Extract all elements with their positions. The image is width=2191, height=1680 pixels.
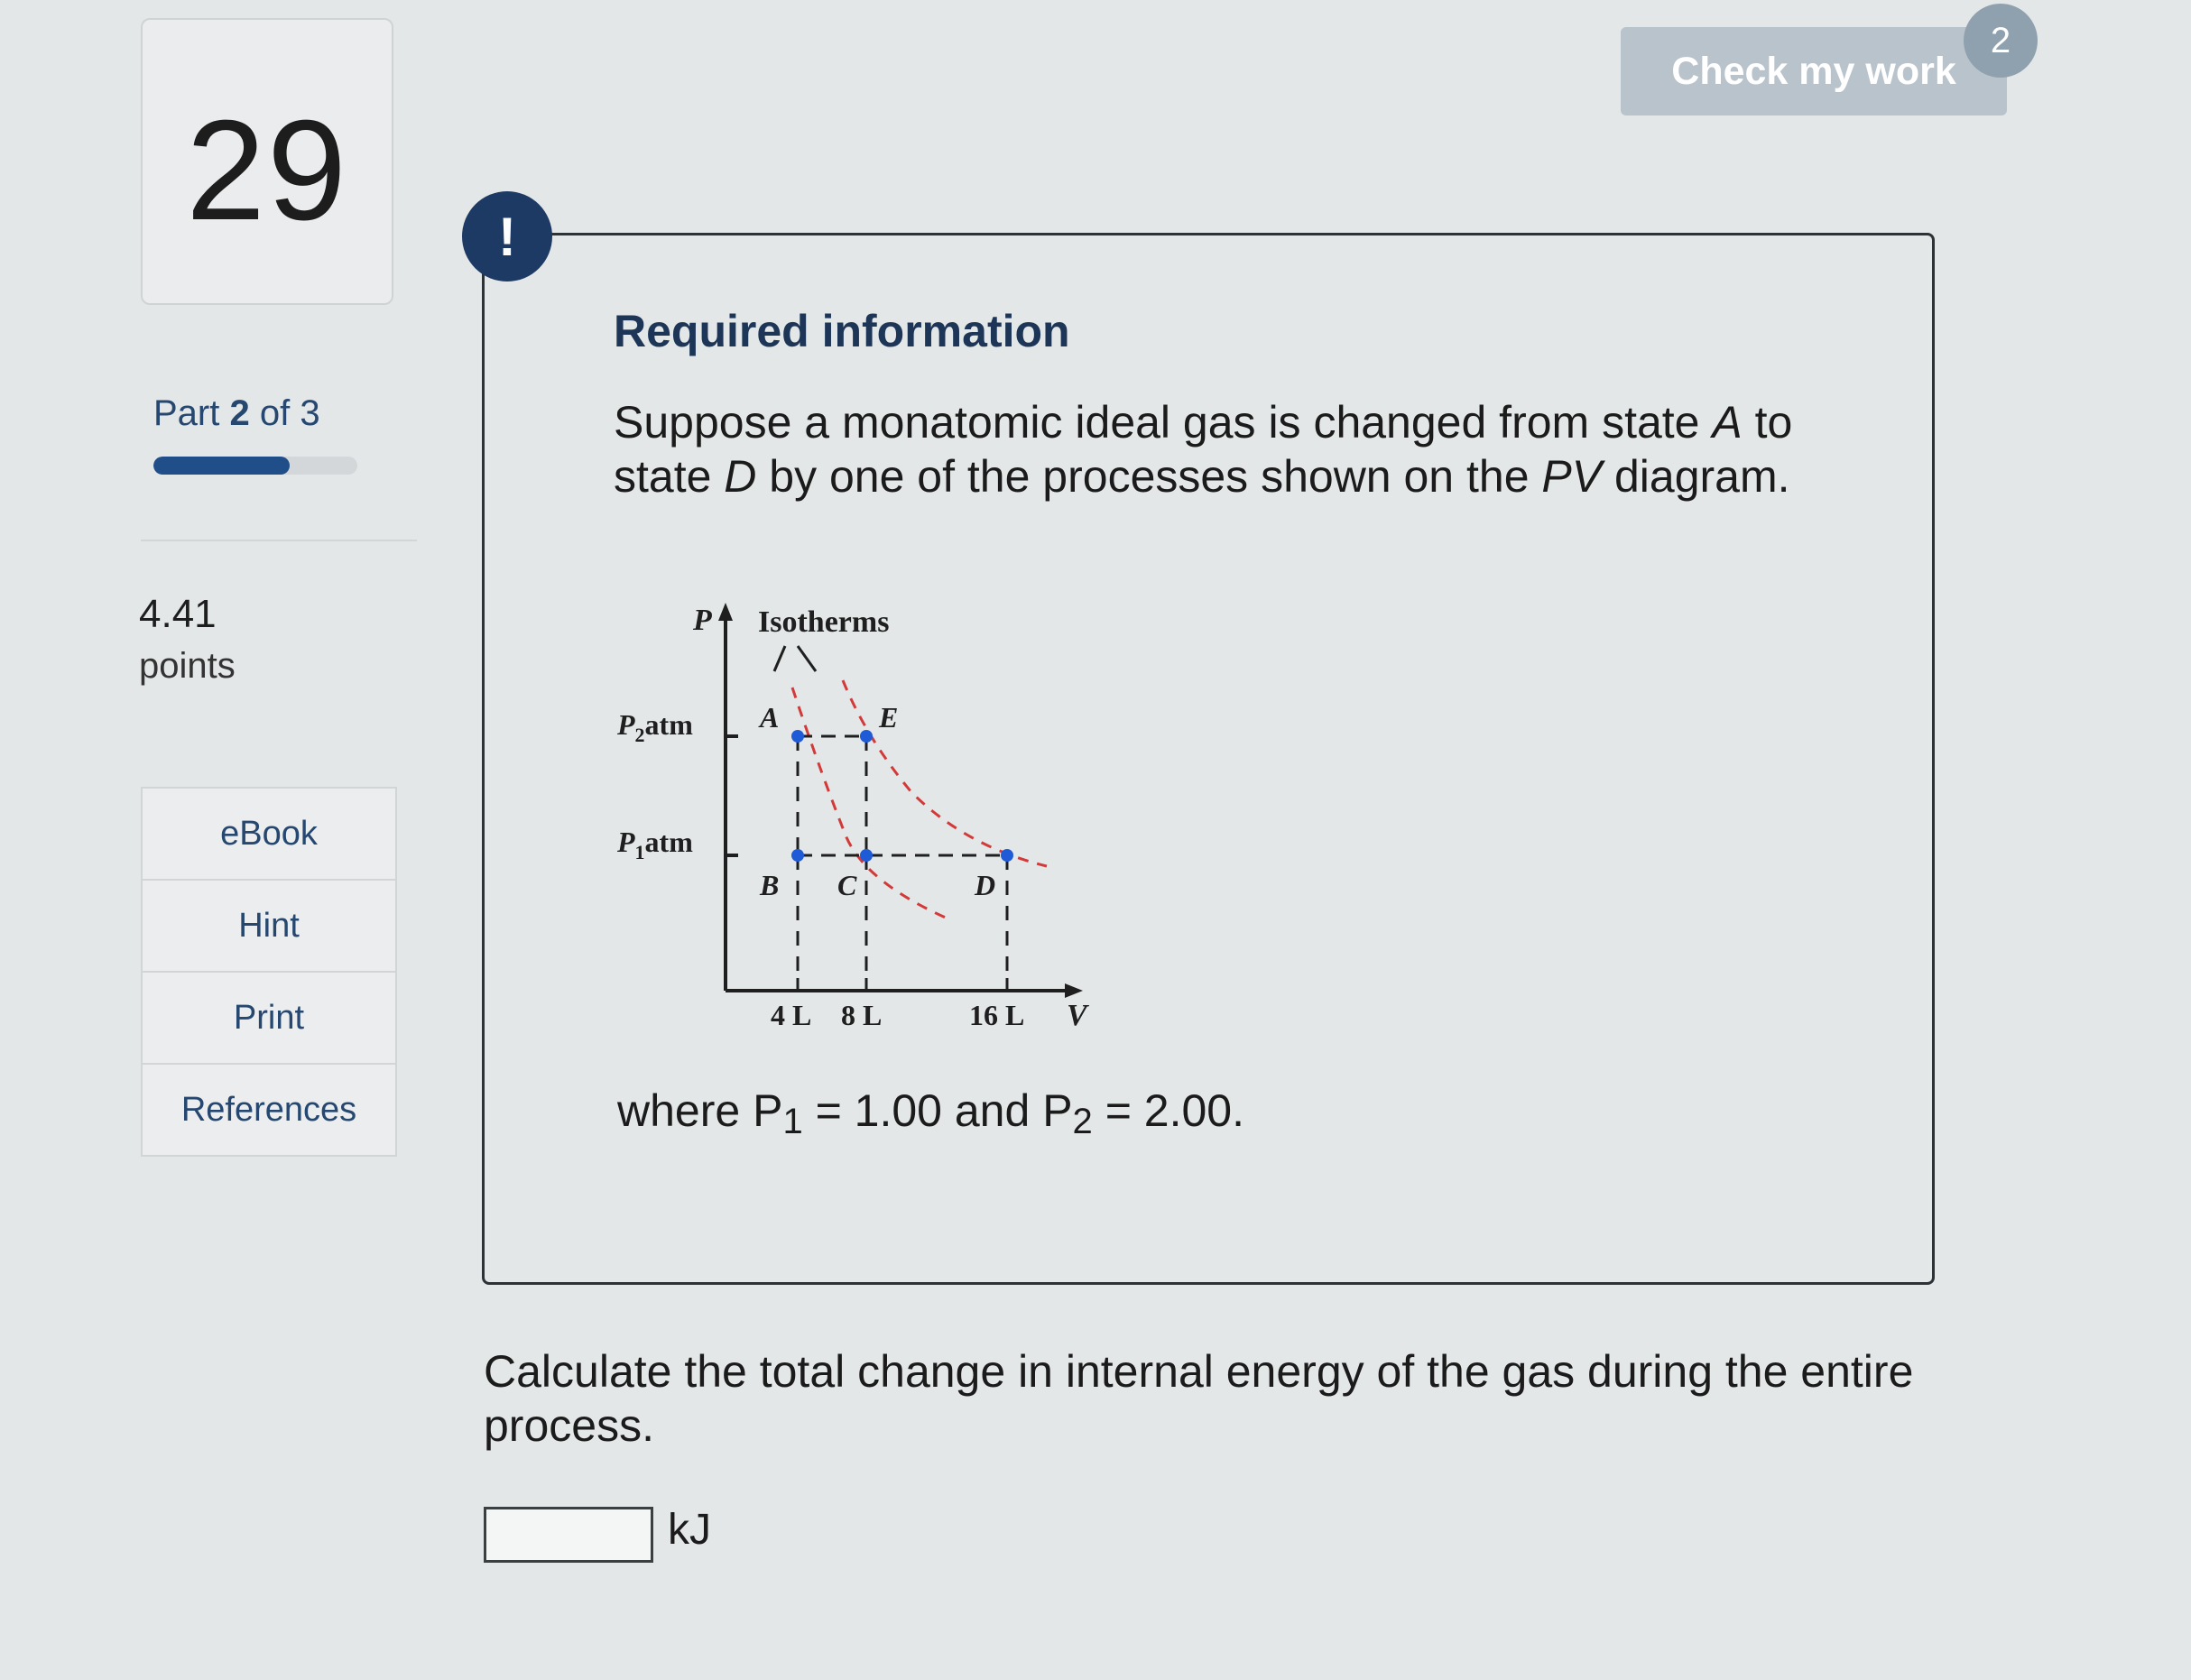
v-tick-label-8l: 8 L (841, 999, 883, 1031)
left-divider (141, 540, 417, 541)
req-text-1: Suppose a monatomic ideal gas is changed from state (614, 397, 1713, 448)
v-tick-label-16l: 16 L (969, 999, 1025, 1031)
p-axis-arrow (718, 603, 733, 621)
point-e (860, 730, 873, 743)
isotherm-pointer-right (798, 646, 816, 671)
point-a-label: A (760, 701, 780, 734)
required-info-text (614, 395, 1805, 503)
point-b (791, 849, 804, 862)
answer-input[interactable] (484, 1507, 653, 1563)
point-c (860, 849, 873, 862)
pv-diagram (605, 594, 1110, 1045)
p1-subscript: 1 (782, 1102, 803, 1141)
isotherm-high (843, 680, 1047, 866)
v-axis-label: V (1067, 999, 1087, 1032)
p1-label: $P_1atm$ (617, 826, 693, 863)
check-my-work-button[interactable]: Check my work (1621, 27, 2007, 115)
answer-unit: kJ (668, 1506, 711, 1554)
part-indicator (153, 393, 320, 434)
p-axis-label: P (693, 604, 712, 637)
req-text-4: diagram. (1602, 451, 1790, 502)
points-value: 4.41 (139, 592, 217, 636)
point-d (1001, 849, 1013, 862)
alert-icon: ! (462, 191, 552, 282)
question-number: 29 (186, 91, 348, 250)
part-prefix: Part (153, 393, 220, 433)
where-suffix: = 2.00. (1092, 1085, 1244, 1136)
tool-buttons (141, 787, 397, 1157)
req-text-3: by one of the processes shown on the (756, 451, 1542, 502)
ebook-button[interactable]: eBook (143, 789, 395, 881)
point-c-label: C (837, 869, 857, 901)
where-mid: = 1.00 and P (802, 1085, 1073, 1136)
v-tick-label-4l: 4 L (771, 999, 812, 1031)
check-attempts-badge: 2 (1964, 4, 2038, 78)
req-state-d: D (724, 451, 757, 502)
where-statement (617, 1085, 1244, 1142)
point-a (791, 730, 804, 743)
req-pv: PV (1541, 451, 1603, 502)
part-suffix: of 3 (259, 393, 320, 433)
print-button[interactable]: Print (143, 973, 395, 1065)
points-label: points (139, 646, 236, 686)
req-text-2: to state (614, 397, 1793, 502)
v-axis-arrow (1065, 983, 1083, 998)
part-current: 2 (229, 393, 250, 433)
req-state-a: A (1712, 397, 1743, 448)
p2-subscript: 2 (1072, 1102, 1093, 1141)
point-e-label: E (879, 701, 899, 734)
question-text: Calculate the total change in internal energy of the gas during the entire process. (484, 1346, 1914, 1451)
point-b-label: B (760, 869, 780, 901)
question-number-card (141, 18, 393, 305)
isotherm-pointer-left (774, 646, 785, 671)
references-button[interactable]: References (180, 1090, 357, 1129)
hint-button[interactable]: Hint (143, 881, 395, 973)
where-prefix: where P (617, 1085, 783, 1136)
part-progress-bar (153, 457, 357, 475)
part-progress-fill (153, 457, 290, 475)
point-d-label: D (975, 869, 996, 901)
required-info-title: Required information (614, 306, 1070, 356)
isotherms-label: Isotherms (758, 605, 890, 639)
p2-label: $P_2atm$ (617, 708, 693, 746)
